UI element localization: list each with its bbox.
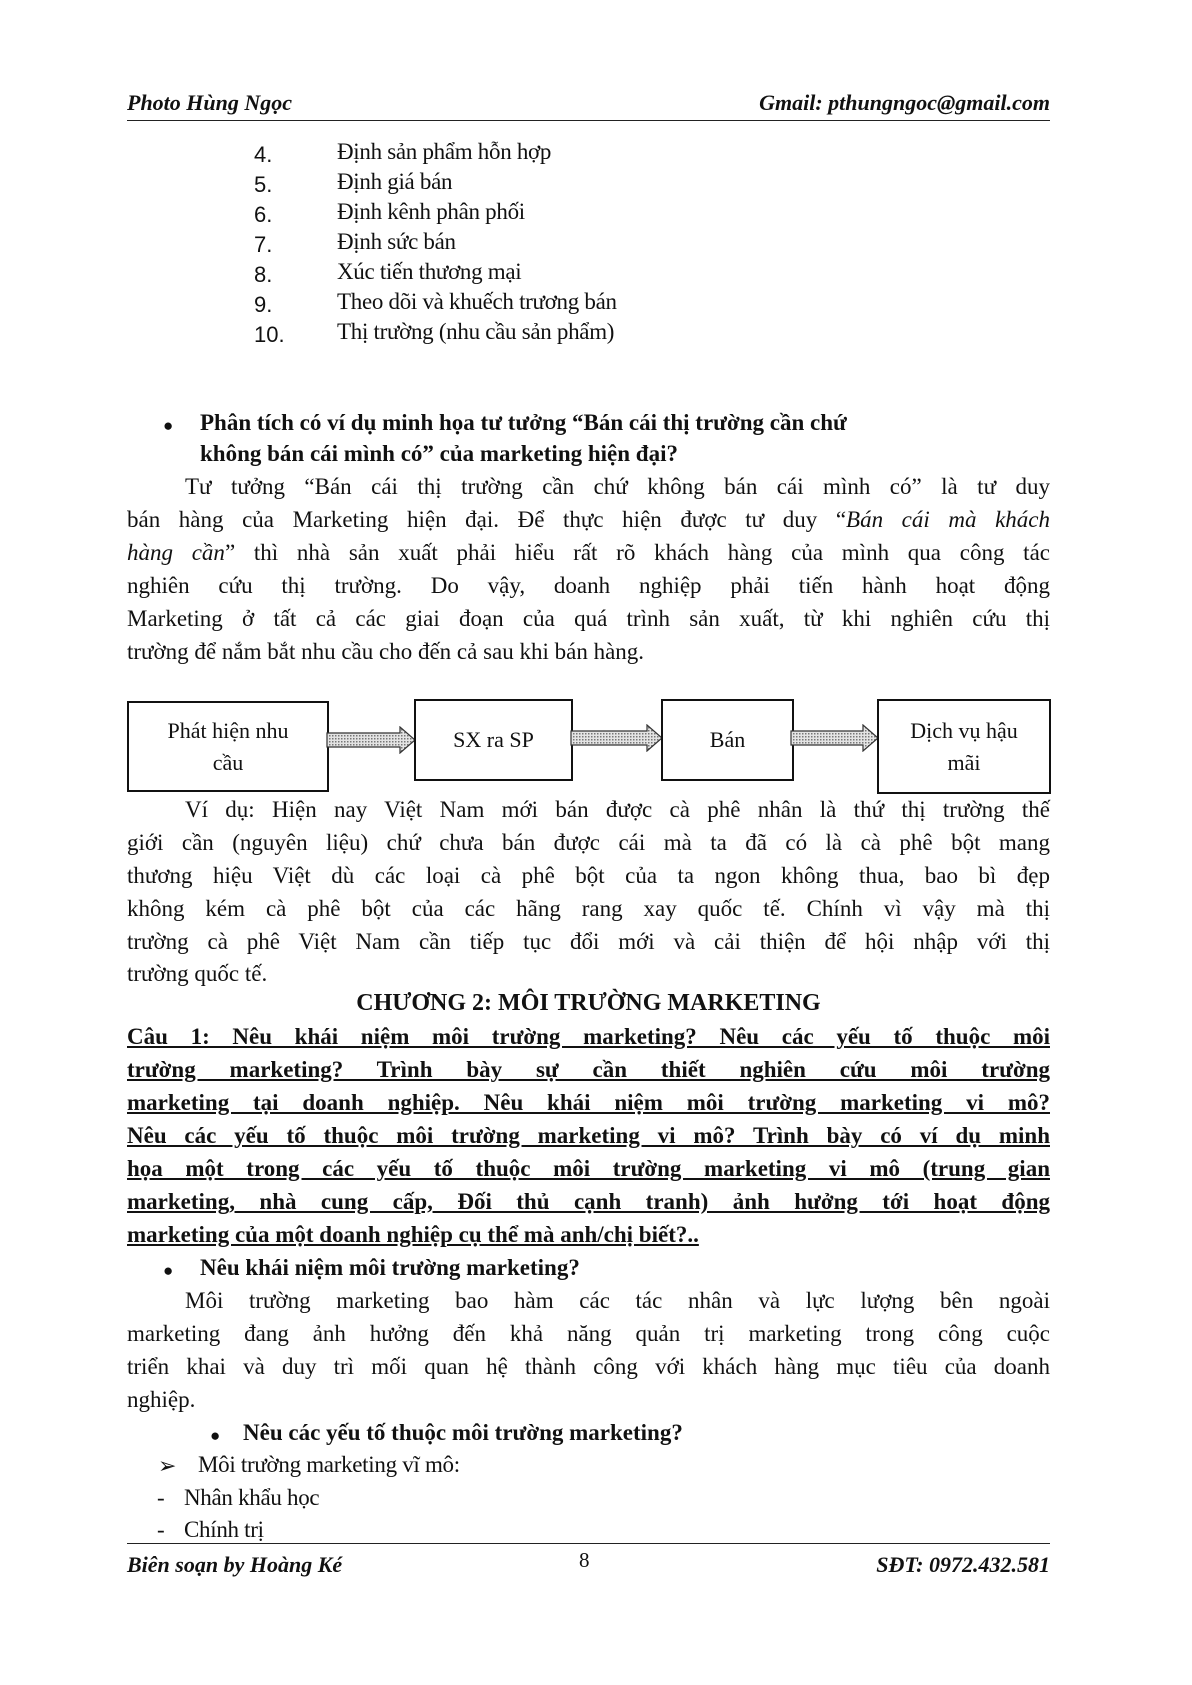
question-heading: họa một trong các yếu tố thuộc môi trường marketing vi mô (trung gian xyxy=(127,1156,1050,1181)
section-question: Phân tích có ví dụ minh họa tư tưởng “Bán cái thị trường cần chứ xyxy=(200,410,847,435)
page-number: 8 xyxy=(579,1548,590,1572)
paragraph-text: bán hàng của Marketing hiện đại. Để thực hiện được tư duy “ xyxy=(127,507,847,532)
paragraph-line: Tư tưởng “Bán cái thị trường cần chứ không bán cái mình có” là tư duy xyxy=(185,474,1050,499)
paragraph-line: thương hiệu Việt dù các loại cà phê bột của ta ngon không thua, bao bì đẹp xyxy=(127,863,1050,888)
list-item: Định giá bán xyxy=(337,169,453,194)
list-number: 5. xyxy=(254,172,273,197)
page-header xyxy=(127,90,1050,121)
bullet-icon: ● xyxy=(210,1426,221,1445)
header-email: Gmail: pthungngoc@gmail.com xyxy=(759,90,1050,115)
question-heading: Nêu các yếu tố thuộc môi trường marketing vi mô? Trình bày có ví dụ minh xyxy=(127,1123,1050,1148)
sub-heading: Môi trường marketing vĩ mô: xyxy=(198,1452,460,1477)
paragraph-line: trường để nắm bắt nhu cầu cho đến cả sau khi bán hàng. xyxy=(127,639,645,664)
list-item: Định sản phẩm hỗn hợp xyxy=(337,139,552,164)
list-number: 8. xyxy=(254,262,273,287)
list-item: Xúc tiến thương mại xyxy=(337,259,522,284)
section-question: không bán cái mình có” của marketing hiện đại? xyxy=(200,441,678,466)
flow-box-label: Phát hiện nhu xyxy=(167,717,289,743)
flow-box-label: SX ra SP xyxy=(453,727,534,753)
list-number: 7. xyxy=(254,232,273,257)
list-number: 10. xyxy=(254,322,285,347)
chapter-title: CHƯƠNG 2: MÔI TRƯỜNG MARKETING xyxy=(356,990,821,1016)
paragraph-line xyxy=(127,540,1050,566)
arrow-bullet-icon: ➢ xyxy=(158,1453,177,1478)
list-number: 6. xyxy=(254,202,273,227)
italic-text: hàng cần xyxy=(127,540,225,565)
question-heading: marketing, nhà cung cấp, Đối thủ cạnh tranh) ảnh hưởng tới hoạt động xyxy=(127,1189,1050,1214)
dash-bullet: - xyxy=(157,1485,165,1510)
arrow-right-icon xyxy=(790,724,879,752)
flow-box-produce xyxy=(414,699,573,781)
question-heading: marketing tại doanh nghiệp. Nêu khái niệm môi trường marketing vi mô? xyxy=(127,1090,1050,1115)
question-heading: Câu 1: Nêu khái niệm môi trường marketing? Nêu các yếu tố thuộc môi xyxy=(127,1024,1050,1049)
list-item: Chính trị xyxy=(184,1517,264,1542)
arrow-right-icon xyxy=(326,726,416,754)
flow-box-label: mãi xyxy=(947,749,981,775)
italic-text: Bán cái mà khách xyxy=(846,507,1050,532)
list-item: Nhân khẩu học xyxy=(184,1485,320,1510)
question-heading: trường marketing? Trình bày sự cần thiết nghiên cứu môi trường xyxy=(127,1057,1050,1082)
paragraph-line: trường quốc tế. xyxy=(127,961,268,986)
paragraph-line: Marketing ở tất cả các giai đoạn của quá trình sản xuất, từ khi nghiên cứu thị xyxy=(127,606,1050,631)
paragraph-text: ” thì nhà sản xuất phải hiểu rất rõ khách hàng của mình qua công tác xyxy=(224,540,1050,565)
flow-box-label: Dịch vụ hậu xyxy=(910,717,1018,743)
paragraph-line: giới cần (nguyên liệu) chứ chưa bán được cái mà ta đã có là cà phê bột mang xyxy=(127,830,1050,855)
paragraph-line: không kém cà phê bột của các hãng rang xay quốc tế. Chính vì vậy mà thị xyxy=(127,896,1050,921)
paragraph-line: nghiệp. xyxy=(127,1387,196,1412)
paragraph-line xyxy=(127,507,1050,533)
paragraph-line: triển khai và duy trì mối quan hệ thành công với khách hàng mục tiêu của doanh xyxy=(127,1354,1050,1379)
dash-bullet: - xyxy=(157,1517,165,1542)
paragraph-line: marketing đang ảnh hưởng đến khả năng quản trị marketing trong công cuộc xyxy=(127,1321,1050,1346)
paragraph-line: trường cà phê Việt Nam cần tiếp tục đổi mới và cải thiện để hội nhập với thị xyxy=(127,929,1050,954)
section-question: Nêu khái niệm môi trường marketing? xyxy=(200,1255,580,1280)
bullet-icon: ● xyxy=(163,1261,174,1280)
list-number: 9. xyxy=(254,292,273,317)
flow-box-discover-need xyxy=(127,701,329,792)
footer-author: Biên soạn by Hoàng Ké xyxy=(127,1552,343,1577)
list-item: Định kênh phân phối xyxy=(337,199,525,224)
flow-box-after-sales xyxy=(877,699,1051,794)
header-left: Photo Hùng Ngọc xyxy=(127,90,293,115)
question-heading: marketing của một doanh nghiệp cụ thể mà anh/chị biết?.. xyxy=(127,1222,699,1247)
arrow-right-icon xyxy=(570,724,663,752)
flow-box-label: Bán xyxy=(709,727,746,753)
paragraph-line: Ví dụ: Hiện nay Việt Nam mới bán được cà phê nhân là thứ thị trường thế xyxy=(185,797,1050,822)
flow-box-sell xyxy=(661,699,794,781)
section-question: Nêu các yếu tố thuộc môi trường marketing? xyxy=(243,1420,683,1445)
page-footer xyxy=(127,1543,1050,1578)
paragraph-line: Môi trường marketing bao hàm các tác nhân và lực lượng bên ngoài xyxy=(185,1288,1050,1313)
list-item: Theo dõi và khuếch trương bán xyxy=(337,289,617,314)
list-item: Định sức bán xyxy=(337,229,456,254)
footer-phone: SĐT: 0972.432.581 xyxy=(876,1552,1050,1577)
flow-box-label: cầu xyxy=(212,749,244,775)
list-item: Thị trường (nhu cầu sản phẩm) xyxy=(337,319,615,344)
bullet-icon: ● xyxy=(163,416,174,435)
paragraph-line: nghiên cứu thị trường. Do vậy, doanh nghiệp phải tiến hành hoạt động xyxy=(127,573,1050,598)
list-number: 4. xyxy=(254,142,273,167)
